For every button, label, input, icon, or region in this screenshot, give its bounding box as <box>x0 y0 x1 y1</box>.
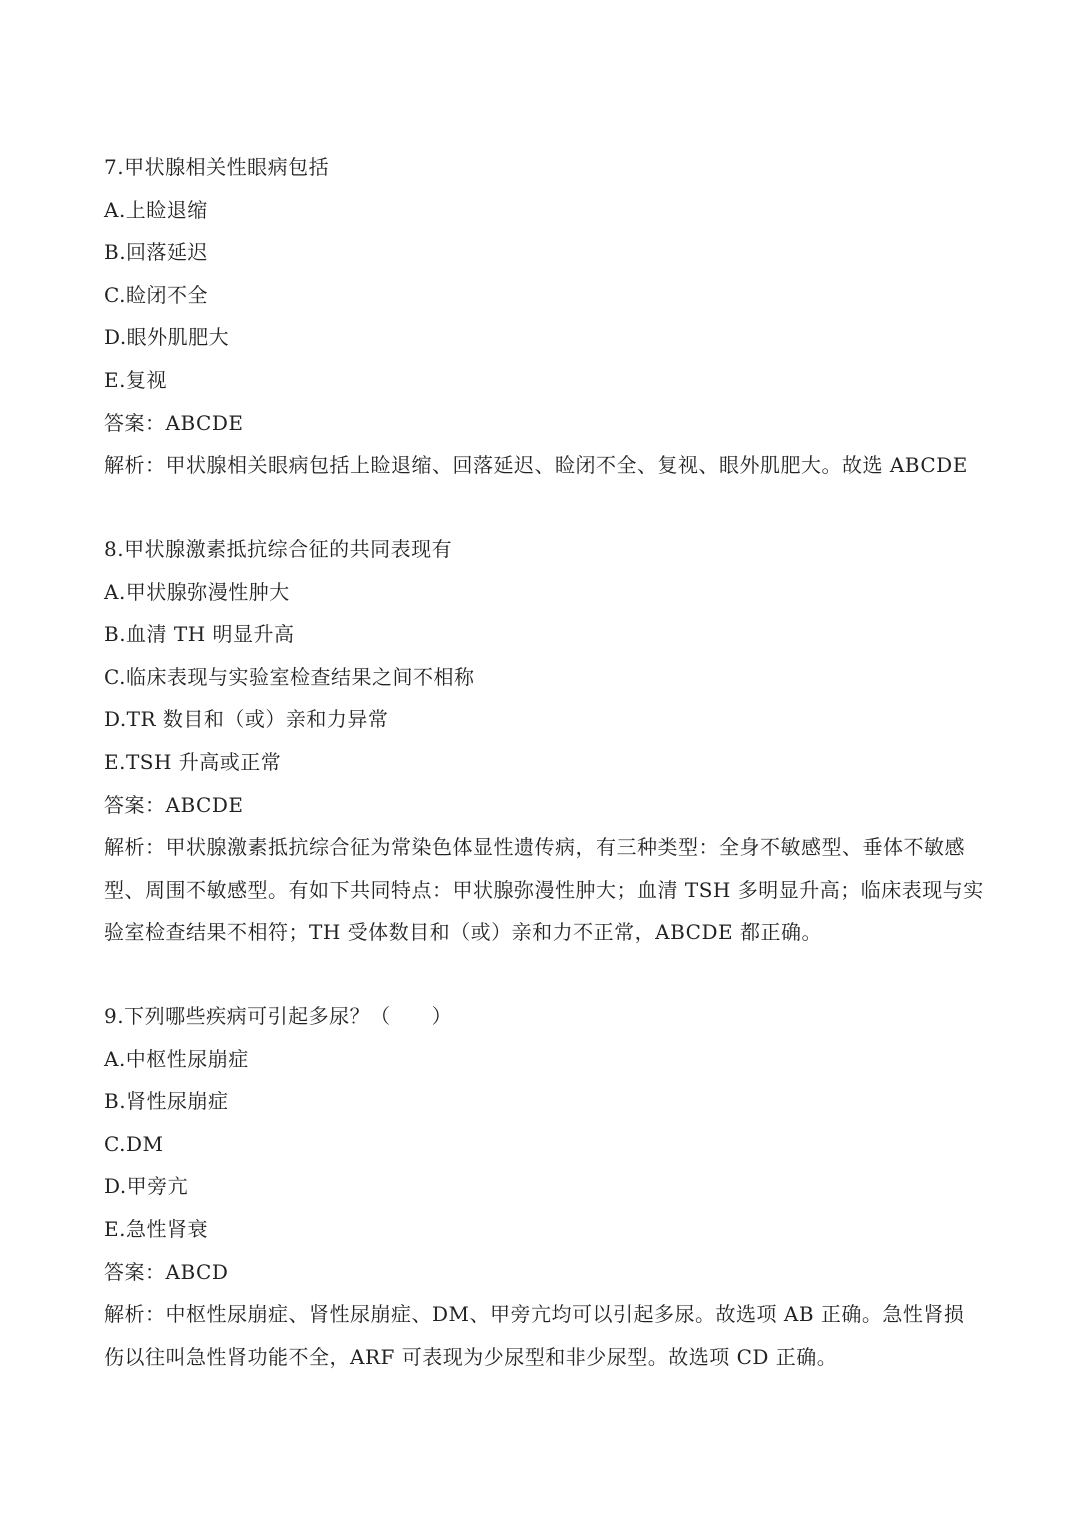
question-9 <box>104 995 984 1378</box>
option-d: D.眼外肌肥大 <box>104 325 230 350</box>
option-b: B.回落延迟 <box>104 240 209 265</box>
option-b: B.肾性尿崩症 <box>104 1089 229 1114</box>
answer: 答案：ABCDE <box>104 410 244 435</box>
option-e: E.急性肾衰 <box>104 1216 208 1241</box>
option-e: E.TSH 升高或正常 <box>104 749 282 774</box>
question-stem: 8.甲状腺激素抵抗综合征的共同表现有 <box>104 537 453 561</box>
question-stem: 9.下列哪些疾病可引起多尿？（ ） <box>104 1004 453 1028</box>
answer: 答案：ABCDE <box>104 792 244 817</box>
option-b: B.血清 TH 明显升高 <box>104 622 295 647</box>
option-c: C.睑闭不全 <box>104 282 208 307</box>
option-a: A.中枢性尿崩症 <box>104 1046 249 1071</box>
option-d: D.TR 数目和（或）亲和力异常 <box>104 707 389 732</box>
analysis: 解析：甲状腺相关眼病包括上睑退缩、回落延迟、睑闭不全、复视、眼外肌肥大。故选 ABCDE <box>104 453 968 478</box>
analysis: 解析：甲状腺激素抵抗综合征为常染色体显性遗传病，有三种类型：全身不敏感型、垂体不敏感型、周围不敏感型。有如下共同特点：甲状腺弥漫性肿大；血清 TSH 多明显升高；临床表现与实验室检查结果不相符；TH 受体数目和（或）亲和力不正常，ABCDE 都正确。 <box>104 835 984 945</box>
option-d: D.甲旁亢 <box>104 1174 189 1199</box>
question-8 <box>104 528 984 954</box>
question-stem: 7.甲状腺相关性眼病包括 <box>104 155 330 179</box>
option-a: A.甲状腺弥漫性肿大 <box>104 579 290 604</box>
answer: 答案：ABCD <box>104 1259 229 1284</box>
option-a: A.上睑退缩 <box>104 197 208 222</box>
option-c: C.临床表现与实验室检查结果之间不相称 <box>104 664 475 689</box>
question-7 <box>104 146 984 487</box>
analysis: 解析：中枢性尿崩症、肾性尿崩症、DM、甲旁亢均可以引起多尿。故选项 AB 正确。急性肾损伤以往叫急性肾功能不全，ARF 可表现为少尿型和非少尿型。故选项 CD 正确。 <box>104 1302 965 1369</box>
option-e: E.复视 <box>104 367 167 392</box>
option-c: C.DM <box>104 1131 164 1156</box>
